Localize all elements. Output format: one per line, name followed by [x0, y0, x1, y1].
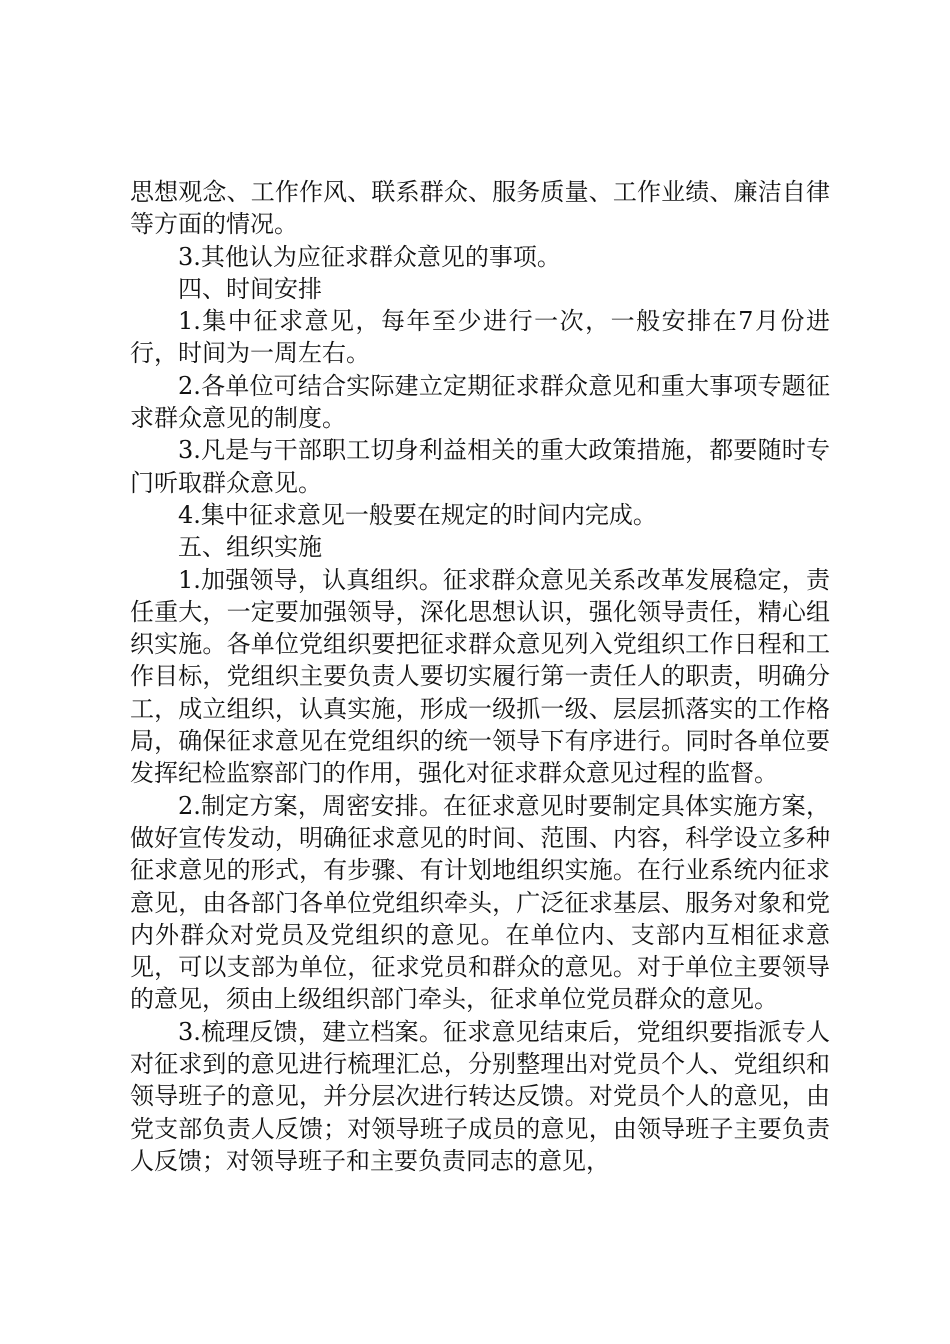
document-page: [130, 176, 830, 1177]
paragraph-10: 2.制定方案，周密安排。在征求意见时要制定具体实施方案，做好宣传发动，明确征求意见的时间、范围、内容，科学设立多种征求意见的形式，有步骤、有计划地组织实施。在行业系统内征求意见，由各部门各单位党组织牵头，广泛征求基层、服务对象和党内外群众对党员及党组织的意见。在单位内、支部内互相征求意见，可以支部为单位，征求党员和群众的意见。对于单位主要领导的意见，须由上级组织部门牵头，征求单位党员群众的意见。: [130, 791, 830, 1014]
paragraph-11: 3.梳理反馈，建立档案。征求意见结束后，党组织要指派专人对征求到的意见进行梳理汇总，分别整理出对党员个人、党组织和领导班子的意见，并分层次进行转达反馈。对党员个人的意见，由党支部负责人反馈；对领导班子成员的意见，由领导班子主要负责人反馈；对领导班子和主要负责同志的意见，: [130, 1017, 830, 1175]
paragraph-4: 1.集中征求意见，每年至少进行一次，一般安排在7月份进行，时间为一周左右。: [130, 307, 830, 368]
section-heading-schedule: 四、时间安排: [178, 274, 322, 303]
paragraph-6: 3.凡是与干部职工切身利益相关的重大政策措施，都要随时专门听取群众意见。: [130, 436, 830, 497]
paragraph-5: 2.各单位可结合实际建立定期征求群众意见和重大事项专题征求群众意见的制度。: [130, 371, 830, 433]
paragraph-2: 3.其他认为应征求群众意见的事项。: [178, 242, 561, 271]
paragraph-1: 思想观念、工作作风、联系群众、服务质量、工作业绩、廉洁自律等方面的情况。: [130, 178, 830, 239]
paragraph-7: 4.集中征求意见一般要在规定的时间内完成。: [178, 500, 657, 529]
section-heading-implementation: 五、组织实施: [178, 533, 322, 562]
paragraph-9: 1.加强领导，认真组织。征求群众意见关系改革发展稳定，责任重大，一定要加强领导，深化思想认识，强化领导责任，精心组织实施。各单位党组织要把征求群众意见列入党组织工作日程和工作目标，党组织主要负责人要切实履行第一责任人的职责，明确分工，成立组织，认真实施，形成一级抓一级、层层抓落实的工作格局，确保征求意见在党组织的统一领导下有序进行。同时各单位要发挥纪检监察部门的作用，强化对征求群众意见过程的监督。: [130, 565, 830, 788]
